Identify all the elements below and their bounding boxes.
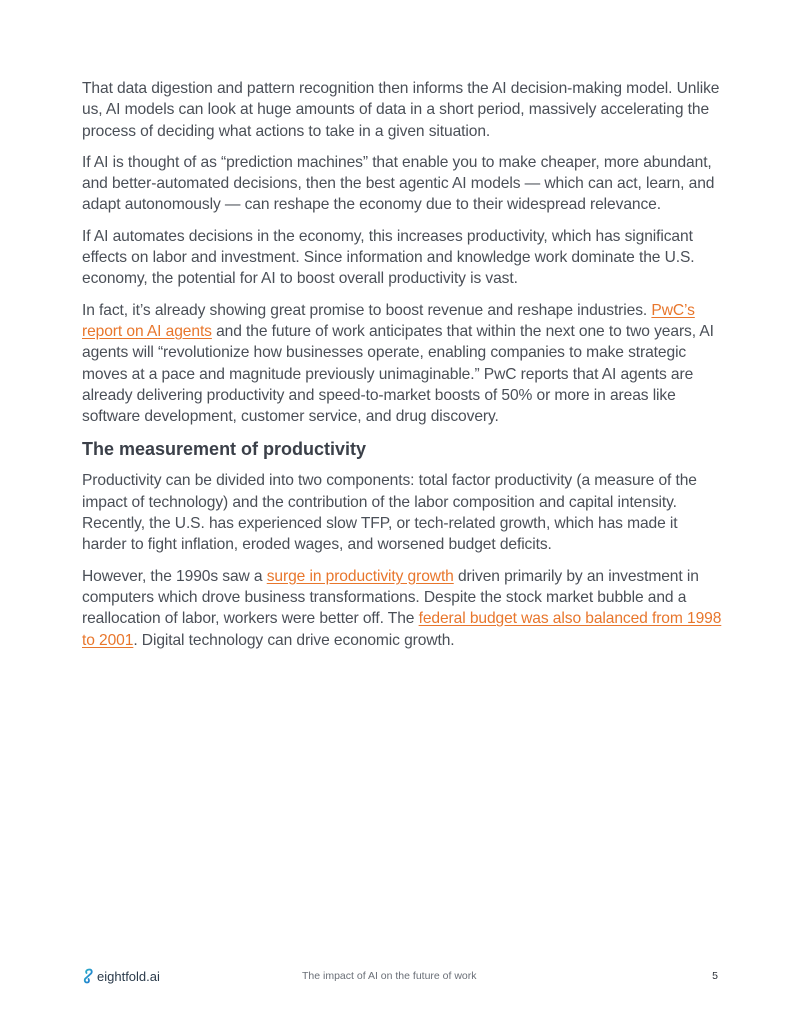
eightfold-logo[interactable] <box>82 968 160 984</box>
paragraph-4-text-start: In fact, it’s already showing great promise to boost revenue and reshape industries. <box>82 301 652 319</box>
logo-text: eightfold.ai <box>97 968 160 984</box>
paragraph-4 <box>82 300 722 428</box>
paragraph-6-text-middle: driven primarily by an investment in computers which drove business transformations. Despite the stock market bubble and a reallocation of labor, workers were better off. The <box>82 567 699 628</box>
pwc-report-link[interactable]: PwC’s report on AI agents <box>82 301 695 340</box>
footer-document-title: The impact of AI on the future of work <box>302 970 477 982</box>
paragraph-1: That data digestion and pattern recognition then informs the AI decision-making model. Unlike us, AI models can look at huge amounts of data in a short period, massively accelerating the process of deciding what actions to take in a given situation. <box>82 80 720 140</box>
paragraph-6-text-end: . Digital technology can drive economic growth. <box>133 631 455 649</box>
paragraph-6 <box>82 566 722 651</box>
federal-budget-link[interactable]: federal budget was also balanced from 1998 to 2001 <box>82 610 722 649</box>
paragraph-5: Productivity can be divided into two components: total factor productivity (a measure of the impact of technology) and the contribution of the labor composition and capital intensity. Recently, the U.S. has experienced slow TFP, or tech-related growth, which has made it harder to fight inflation, eroded wages, and worsened budget deficits. <box>82 472 697 554</box>
eightfold-logo-icon <box>82 968 94 984</box>
paragraph-4-text-end: and the future of work anticipates that within the next one to two years, AI agents will “revolutionize how businesses operate, enabling companies to make strategic moves at a pace and magnitude previously unimaginable.” PwC reports that AI agents are already delivering productivity and speed-to-market boosts of 50% or more in areas like software development, customer service, and drug discovery. <box>82 322 714 426</box>
paragraph-3: If AI automates decisions in the economy, this increases productivity, which has significant effects on labor and investment. Since information and knowledge work dominate the U.S. economy, the potential for AI to boost overall productivity is vast. <box>82 227 695 288</box>
page-number: 5 <box>712 970 718 982</box>
page-footer <box>82 968 722 988</box>
section-heading: The measurement of productivity <box>82 439 367 460</box>
paragraph-2: If AI is thought of as “prediction machines” that enable you to make cheaper, more abundant, and better-automated decisions, then the best agentic AI models — which can act, learn, and adapt autonomously — can reshape the economy due to their widespread relevance. <box>82 153 715 214</box>
productivity-growth-link[interactable]: surge in productivity growth <box>266 567 454 585</box>
document-body <box>82 78 722 661</box>
paragraph-6-text-start: However, the 1990s saw a <box>82 567 267 585</box>
